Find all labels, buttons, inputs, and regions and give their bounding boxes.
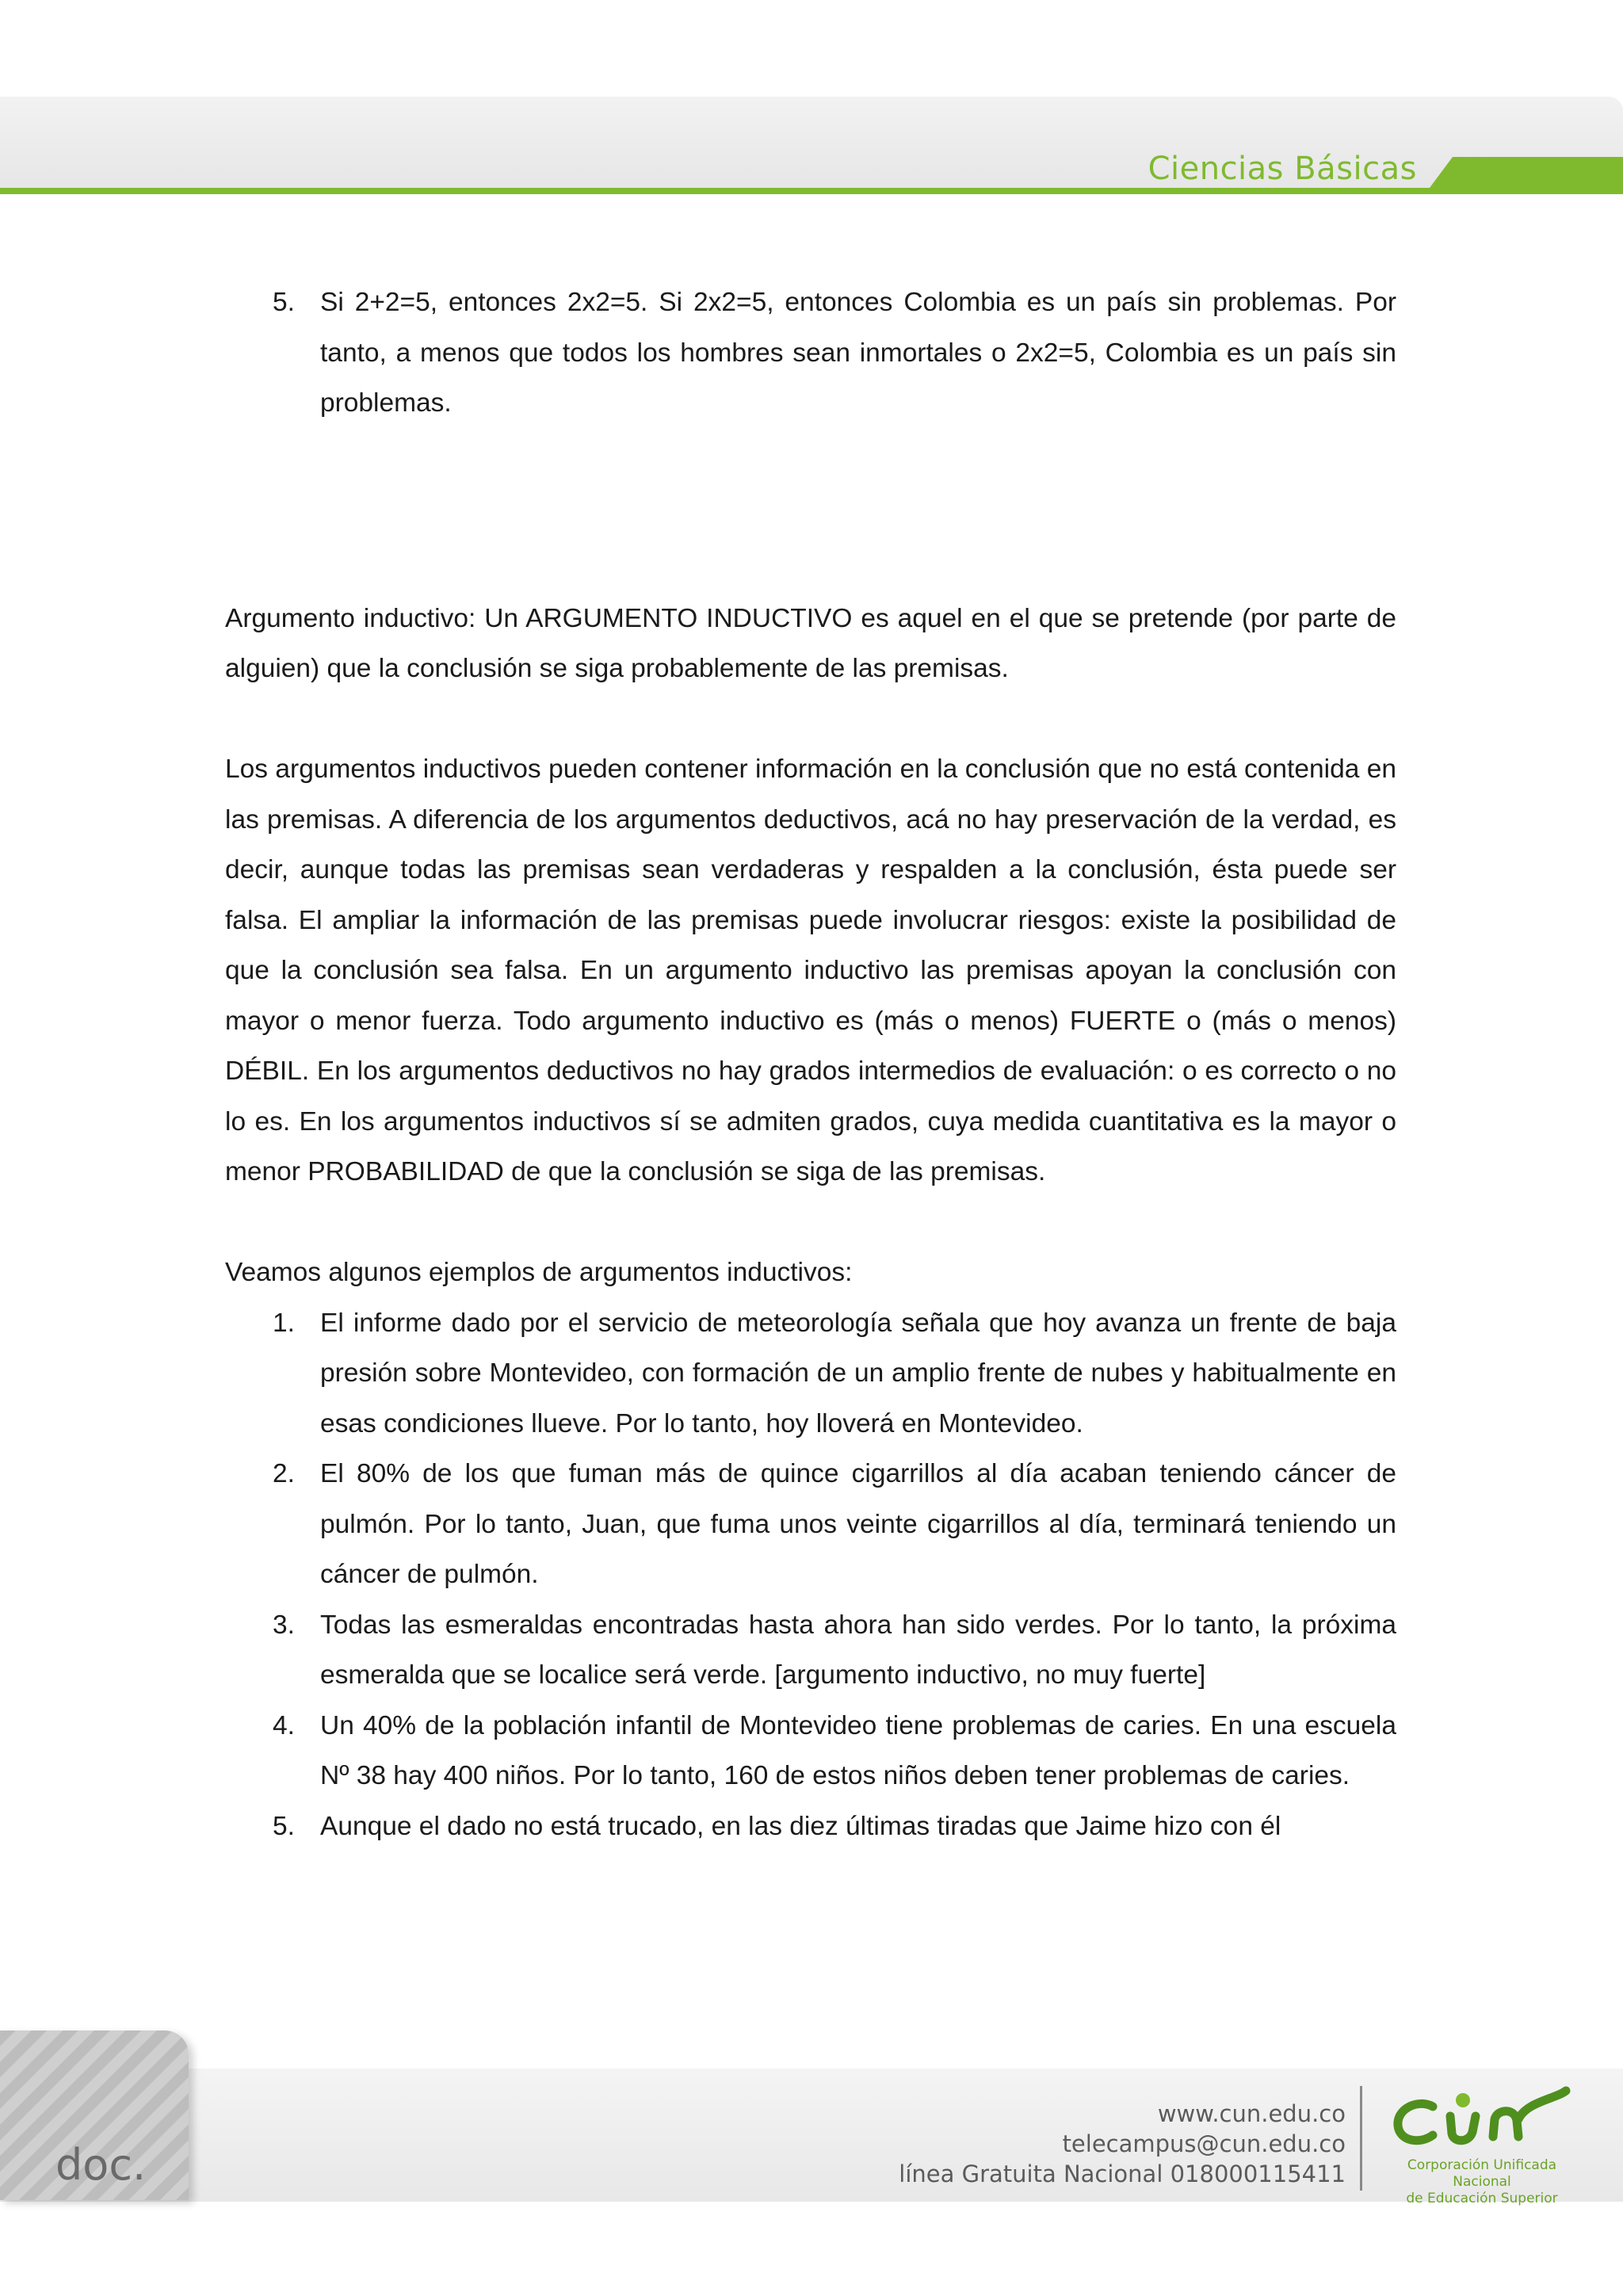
list-number: 5.	[273, 288, 295, 317]
footer-contact	[899, 2099, 1346, 2189]
document-body	[225, 277, 1396, 1851]
list-item	[225, 1298, 1396, 1450]
paragraph-definition: Argumento inductivo: Un ARGUMENTO INDUCTIVO es aquel en el que se pretende (por parte de alguien) que la conclusión se siga probablemente de las premisas.	[225, 603, 1396, 683]
list-number: 3.	[273, 1610, 295, 1640]
email-link[interactable]: telecampus@cun.edu.co	[1062, 2130, 1346, 2157]
website-link[interactable]: www.cun.edu.co	[1157, 2100, 1346, 2127]
list-number: 4.	[273, 1710, 295, 1740]
doc-label: doc.	[55, 2140, 147, 2190]
list-item	[225, 1600, 1396, 1701]
list-item-text: El informe dado por el servicio de meteorología señala que hoy avanza un frente de baja presión sobre Montevideo, con formación de un amplio frente de nubes y habitualmente en esas condiciones llueve. Por lo tanto, hoy lloverá en Montevideo.	[320, 1308, 1396, 1438]
list-item	[225, 1701, 1396, 1801]
paragraph-examples-intro: Veamos algunos ejemplos de argumentos inductivos:	[225, 1258, 853, 1287]
examples-list	[225, 1298, 1396, 1852]
list-item-text: Si 2+2=5, entonces 2x2=5. Si 2x2=5, entonces Colombia es un país sin problemas. Por tanto, a menos que todos los hombres sean inmortales o 2x2=5, Colombia es un país sin problemas.	[320, 288, 1396, 418]
list-item-text: Aunque el dado no está trucado, en las diez últimas tiradas que Jaime hizo con él	[320, 1811, 1281, 1841]
header-green-line	[0, 188, 1623, 194]
logo-caption	[1379, 2157, 1585, 2207]
cun-logo	[1387, 2084, 1577, 2156]
cun-logo-icon	[1398, 2091, 1566, 2141]
list-item-text: Un 40% de la población infantil de Montevideo tiene problemas de caries. En una escuela Nº 38 hay 400 niños. Por lo tanto, 160 de estos niños deben tener problemas de caries.	[320, 1710, 1396, 1790]
paragraph-explanation: Los argumentos inductivos pueden contener información en la conclusión que no está contenida en las premisas. A diferencia de los argumentos deductivos, acá no hay preservación de la verdad, es decir, aunque todas las premisas sean verdaderas y respalden a la conclusión, ésta puede ser falsa. El ampliar la información de las premisas puede involucrar riesgos: existe la posibilidad de que la conclusión sea falsa. En un argumento inductivo las premisas apoyan la conclusión con mayor o menor fuerza. Todo argumento inductivo es (más o menos) FUERTE o (más o menos) DÉBIL. En los argumentos deductivos no hay grados intermedios de evaluación: o es correcto o no lo es. En los argumentos inductivos sí se admiten grados, cuya medida cuantitativa es la mayor o menor PROBABILIDAD de que la conclusión se siga de las premisas.	[225, 755, 1396, 1186]
cun-logo-dot	[1456, 2093, 1470, 2107]
list-number: 2.	[273, 1459, 295, 1488]
section-title: Ciencias Básicas	[1148, 151, 1417, 187]
list-number: 1.	[273, 1308, 295, 1338]
footer-divider	[1360, 2086, 1362, 2191]
logo-caption-line-2: de Educación Superior	[1406, 2191, 1558, 2206]
list-item	[225, 277, 1396, 429]
list-item	[225, 1449, 1396, 1600]
list-item-text: Todas las esmeraldas encontradas hasta ahora han sido verdes. Por lo tanto, la próxima esmeralda que se localice será verde. [argumento inductivo, no muy fuerte]	[320, 1610, 1396, 1690]
continued-list	[225, 277, 1396, 429]
list-item-text: El 80% de los que fuman más de quince cigarrillos al día acaban teniendo cáncer de pulmón. Por lo tanto, Juan, que fuma unos veinte cigarrillos al día, terminará teniendo un cáncer de pulmón.	[320, 1459, 1396, 1589]
phone-line: línea Gratuita Nacional 018000115411	[899, 2160, 1346, 2187]
list-number: 5.	[273, 1811, 295, 1841]
list-item	[225, 1801, 1396, 1852]
logo-caption-line-1: Corporación Unificada Nacional	[1407, 2157, 1557, 2190]
